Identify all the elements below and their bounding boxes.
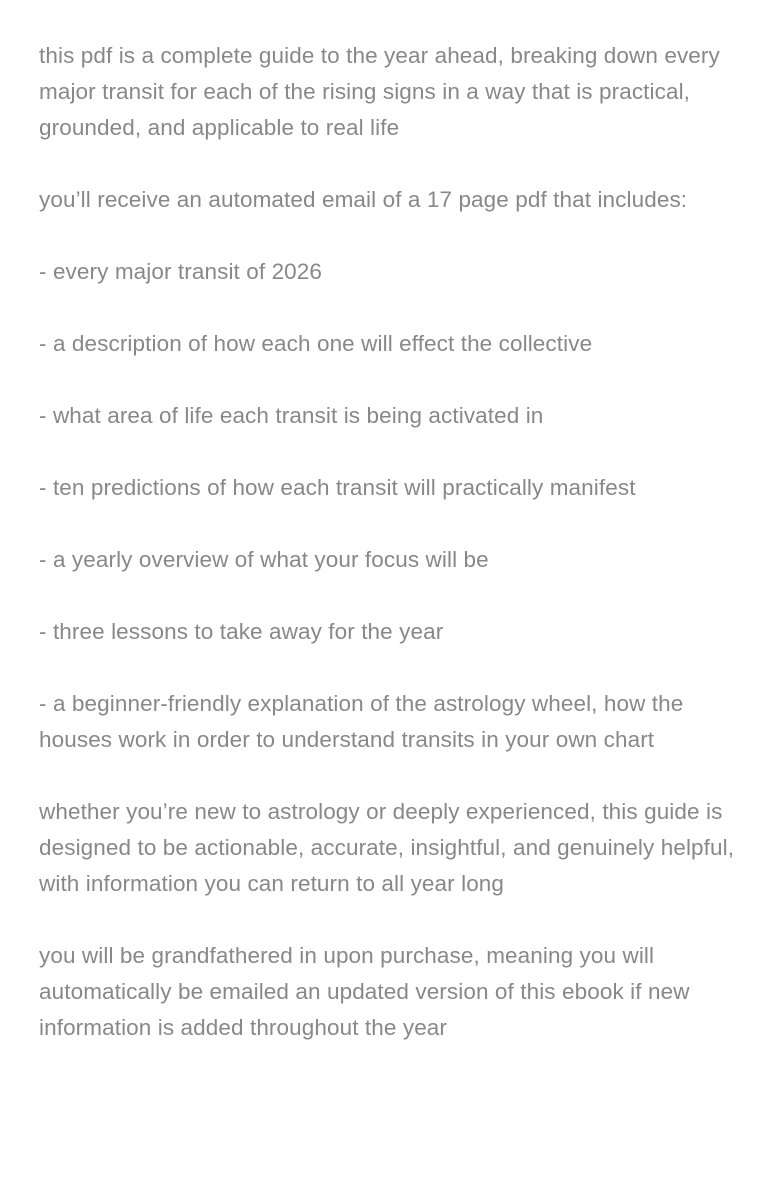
update-policy-paragraph: you will be grandfathered in upon purchase, meaning you will automatically be emailed an updated version of this ebook if new information is added throughout the year [39, 943, 690, 1040]
list-item: - a yearly overview of what your focus will be [39, 547, 489, 572]
list-item: - what area of life each transit is being activated in [39, 403, 544, 428]
list-item: - a beginner-friendly explanation of the astrology wheel, how the houses work in order to understand transits in your own chart [39, 691, 684, 752]
audience-paragraph: whether you’re new to astrology or deeply experienced, this guide is designed to be actionable, accurate, insightful, and genuinely helpful, with information you can return to all year long [39, 799, 735, 896]
delivery-paragraph: you’ll receive an automated email of a 17 page pdf that includes: [39, 187, 688, 212]
list-item: - a description of how each one will effect the collective [39, 331, 593, 356]
product-description [39, 38, 739, 1082]
list-item: - every major transit of 2026 [39, 259, 323, 284]
list-item: - ten predictions of how each transit will practically manifest [39, 475, 636, 500]
intro-paragraph: this pdf is a complete guide to the year ahead, breaking down every major transit for each of the rising signs in a way that is practical, grounded, and applicable to real life [39, 43, 720, 140]
list-item: - three lessons to take away for the year [39, 619, 444, 644]
